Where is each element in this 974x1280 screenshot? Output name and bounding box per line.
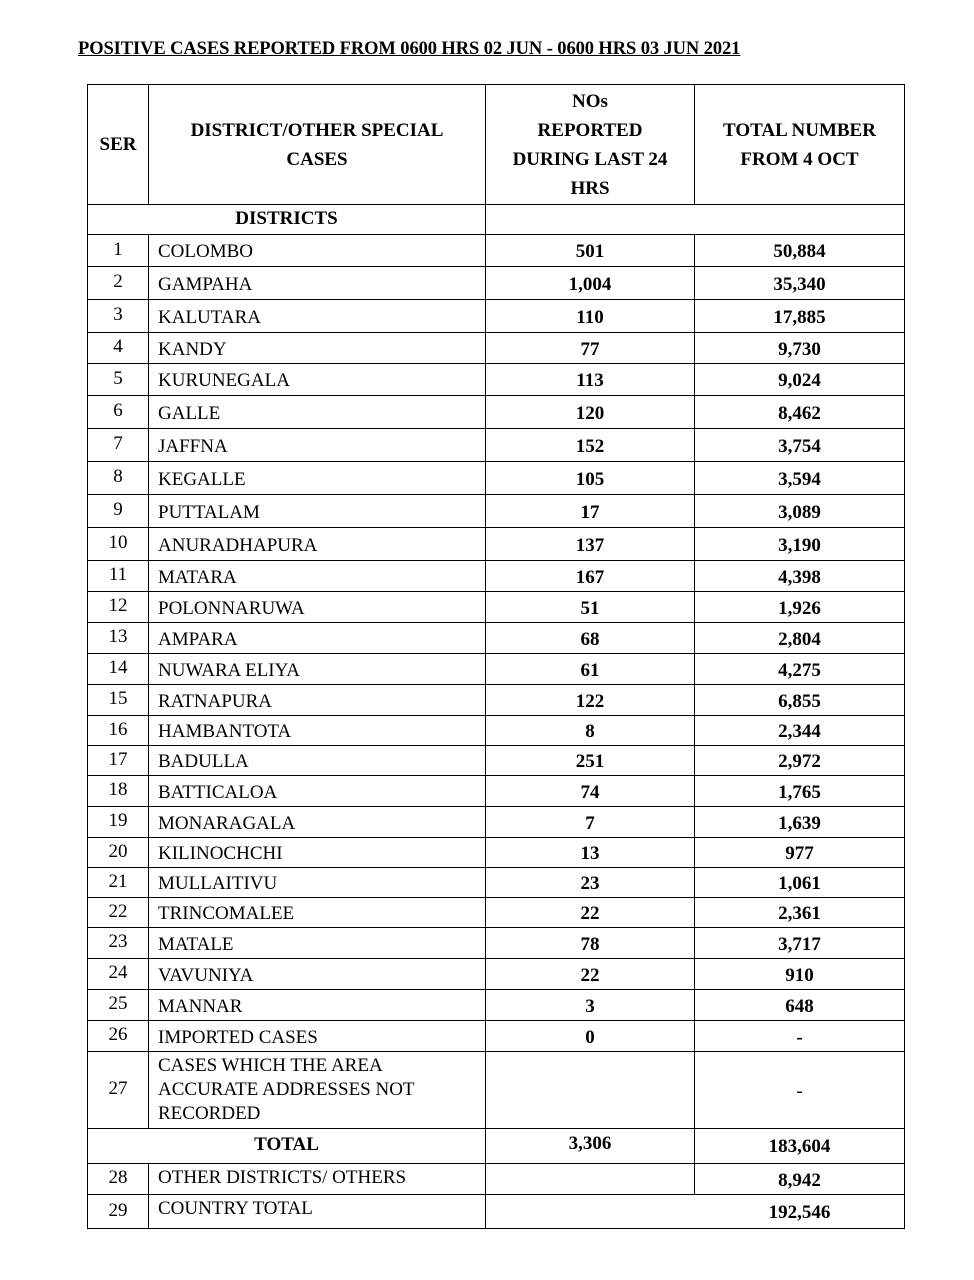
row-total: 2,361 [695,898,905,928]
row-ser: 23 [88,928,149,959]
row-reported: 167 [486,561,695,592]
table-row [88,462,905,495]
row-total: 1,926 [695,592,905,623]
row-district-name: HAMBANTOTA [149,716,486,746]
table-row [88,300,905,333]
table-row [88,685,905,716]
row-total: 50,884 [695,235,905,267]
row-reported: 105 [486,462,695,495]
table-row [88,528,905,561]
row-total: 3,089 [695,495,905,528]
row-reported: 501 [486,235,695,267]
table-row-unrecorded [88,1052,905,1129]
row-reported: 120 [486,396,695,429]
row-total: 648 [695,990,905,1021]
table-row [88,1021,905,1052]
row-reported [486,1052,695,1129]
row-reported: 77 [486,333,695,364]
table-row [88,561,905,592]
row-district-name: NUWARA ELIYA [149,654,486,685]
country-total-row [88,1195,905,1229]
row-total: 2,804 [695,623,905,654]
row-total: 8,942 [695,1164,905,1195]
row-district-name: MANNAR [149,990,486,1021]
row-total: - [695,1052,905,1129]
row-ser: 1 [88,235,149,267]
row-ser: 4 [88,333,149,364]
header-total: TOTAL NUMBER FROM 4 OCT [695,85,905,205]
row-ser: 7 [88,429,149,462]
row-reported: 251 [486,746,695,776]
table-row [88,898,905,928]
row-total: - [695,1021,905,1052]
row-ser: 12 [88,592,149,623]
row-district-name: MATARA [149,561,486,592]
row-district-name: MULLAITIVU [149,868,486,898]
table-row [88,495,905,528]
row-reported: 23 [486,868,695,898]
row-total: 35,340 [695,267,905,300]
row-district-name: COUNTRY TOTAL [149,1195,486,1229]
table-row [88,959,905,990]
row-total: 3,190 [695,528,905,561]
row-ser: 15 [88,685,149,716]
row-ser: 17 [88,746,149,776]
row-district-name: BADULLA [149,746,486,776]
header-district: DISTRICT/OTHER SPECIAL CASES [149,85,486,205]
row-total: 1,765 [695,776,905,807]
row-reported [486,1164,695,1195]
table-row [88,623,905,654]
row-district-name: MATALE [149,928,486,959]
row-district-name: AMPARA [149,623,486,654]
table-row [88,928,905,959]
row-total: 1,639 [695,807,905,838]
row-total: 977 [695,838,905,868]
table-row [88,746,905,776]
row-total: 3,717 [695,928,905,959]
total-count: 183,604 [695,1129,905,1164]
row-ser: 11 [88,561,149,592]
table-row [88,654,905,685]
row-ser: 6 [88,396,149,429]
table-row [88,838,905,868]
table-row [88,868,905,898]
row-ser: 19 [88,807,149,838]
row-reported: 17 [486,495,695,528]
table-row [88,990,905,1021]
row-district-name: IMPORTED CASES [149,1021,486,1052]
header-row [88,85,905,205]
row-district-name: PUTTALAM [149,495,486,528]
row-district-name: KANDY [149,333,486,364]
row-district-name: JAFFNA [149,429,486,462]
row-total: 9,730 [695,333,905,364]
row-district-name: RATNAPURA [149,685,486,716]
row-reported: 8 [486,716,695,746]
table-row [88,807,905,838]
row-total: 2,344 [695,716,905,746]
row-ser: 21 [88,868,149,898]
row-reported: 22 [486,959,695,990]
row-total: 9,024 [695,364,905,396]
cases-table [87,84,905,1229]
row-ser: 2 [88,267,149,300]
row-district-name: OTHER DISTRICTS/ OTHERS [149,1164,486,1195]
row-ser: 16 [88,716,149,746]
row-ser: 22 [88,898,149,928]
row-reported: 61 [486,654,695,685]
row-total: 4,275 [695,654,905,685]
row-total: 8,462 [695,396,905,429]
table-row [88,592,905,623]
row-reported: 152 [486,429,695,462]
row-district-name: CASES WHICH THE AREA ACCURATE ADDRESSES NOT RECORDED [149,1052,486,1129]
total-reported: 3,306 [486,1129,695,1164]
row-reported: 1,004 [486,267,695,300]
row-ser: 14 [88,654,149,685]
other-districts-row [88,1164,905,1195]
row-ser: 3 [88,300,149,333]
row-total: 3,594 [695,462,905,495]
row-ser: 29 [88,1195,149,1229]
row-district-name: POLONNARUWA [149,592,486,623]
row-district-name: KEGALLE [149,462,486,495]
row-district-name: MONARAGALA [149,807,486,838]
row-reported: 7 [486,807,695,838]
table-row [88,776,905,807]
row-district-name: VAVUNIYA [149,959,486,990]
report-title: POSITIVE CASES REPORTED FROM 0600 HRS 02 JUN - 0600 HRS 03 JUN 2021 [78,39,741,59]
table-row [88,429,905,462]
row-ser: 25 [88,990,149,1021]
row-reported: 137 [486,528,695,561]
row-ser: 20 [88,838,149,868]
row-reported: 68 [486,623,695,654]
header-ser: SER [88,85,149,205]
table-row [88,396,905,429]
row-district-name: KURUNEGALA [149,364,486,396]
row-ser: 8 [88,462,149,495]
table-row [88,364,905,396]
row-total: 2,972 [695,746,905,776]
row-district-name: TRINCOMALEE [149,898,486,928]
row-reported: 3 [486,990,695,1021]
table-row [88,333,905,364]
row-reported: 51 [486,592,695,623]
row-reported: 22 [486,898,695,928]
row-ser: 26 [88,1021,149,1052]
row-total: 4,398 [695,561,905,592]
row-total: 6,855 [695,685,905,716]
section-row [88,205,905,235]
header-reported: NOs REPORTED DURING LAST 24 HRS [486,85,695,205]
table-row [88,267,905,300]
row-reported: 0 [486,1021,695,1052]
row-ser: 28 [88,1164,149,1195]
row-district-name: GAMPAHA [149,267,486,300]
table-row [88,716,905,746]
row-district-name: BATTICALOA [149,776,486,807]
row-ser: 5 [88,364,149,396]
row-ser: 10 [88,528,149,561]
row-district-name: ANURADHAPURA [149,528,486,561]
row-district-name: KILINOCHCHI [149,838,486,868]
row-district-name: COLOMBO [149,235,486,267]
section-label: DISTRICTS [88,205,486,235]
row-total: 910 [695,959,905,990]
row-total: 3,754 [695,429,905,462]
total-label: TOTAL [88,1129,486,1164]
row-ser: 13 [88,623,149,654]
row-ser: 9 [88,495,149,528]
row-reported: 110 [486,300,695,333]
row-reported: 122 [486,685,695,716]
row-district-name: GALLE [149,396,486,429]
row-ser: 24 [88,959,149,990]
row-reported: 78 [486,928,695,959]
table-row [88,235,905,267]
row-reported: 74 [486,776,695,807]
row-reported: 113 [486,364,695,396]
row-total: 17,885 [695,300,905,333]
total-row [88,1129,905,1164]
country-total: 192,546 [486,1195,905,1229]
row-reported: 13 [486,838,695,868]
row-district-name: KALUTARA [149,300,486,333]
row-ser: 18 [88,776,149,807]
row-ser: 27 [88,1052,149,1129]
row-total: 1,061 [695,868,905,898]
